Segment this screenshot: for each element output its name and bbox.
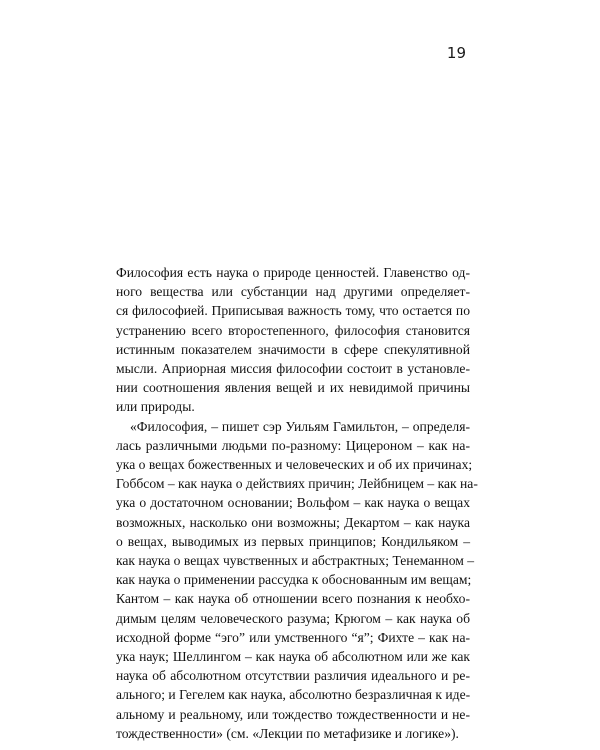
text-line: устранению всего второстепенного, философия становится <box>116 322 470 338</box>
text-line: тождественности» (см. «Лекции по метафизике и логике»). <box>116 725 459 741</box>
text-line: ального; и Гегелем как наука, абсолютно безразличная к иде- <box>116 687 471 703</box>
text-line: возможных, насколько они возможны; Декартом – как наука <box>116 514 470 530</box>
text-line: альному и реальному, или тождество тождественности и не- <box>116 706 470 722</box>
body-text <box>116 263 478 743</box>
text-line: ука о достаточном основании; Вольфом – как наука о вещах <box>116 495 470 511</box>
text-line: мысли. Априорная миссия философии состоит в установле- <box>116 361 470 377</box>
text-line: Философия есть наука о природе ценностей. Главенство од- <box>116 265 470 280</box>
paragraph-2 <box>116 417 478 743</box>
text-line: ся философией. Приписывая важность тому, что остается по <box>116 303 470 319</box>
page-number: 19 <box>446 44 466 62</box>
text-line: ного вещества или субстанции над другими определяет- <box>116 284 470 300</box>
text-line: Гоббсом – как наука о действиях причин; Лейбницем – как на- <box>116 476 478 492</box>
text-line: истинным показателем значимости в сфере спекулятивной <box>116 341 470 357</box>
text-line: лась различными людьми по-разному: Цицероном – как на- <box>116 437 470 453</box>
text-line: димым целям человеческого разума; Крюгом – как наука об <box>116 610 470 626</box>
text-line: как наука о вещах чувственных и абстрактных; Тенеманном – <box>116 553 475 569</box>
text-line: ука о вещах божественных и человеческих и об их причинах; <box>116 457 473 473</box>
paragraph-1 <box>116 263 470 417</box>
text-line: как наука о применении рассудка к обоснованным им вещам; <box>116 572 472 588</box>
text-line: Кантом – как наука об отношении всего познания к необхо- <box>116 591 470 607</box>
text-line: ука наук; Шеллингом – как наука об абсолютном или же как <box>116 649 470 665</box>
text-line: о вещах, выводимых из первых принципов; Кондильяком – <box>116 533 470 549</box>
text-line: наука об абсолютном отсутствии различия идеального и ре- <box>116 668 470 684</box>
text-line: нии соотношения явления вещей и их невидимой причины <box>116 380 470 396</box>
text-line: «Философия, – пишет сэр Уильям Гамильтон, – определя- <box>130 418 470 434</box>
text-line: исходной форме “эго” или умственного “я”; Фихте – как на- <box>116 629 470 645</box>
text-line: или природы. <box>116 399 195 415</box>
